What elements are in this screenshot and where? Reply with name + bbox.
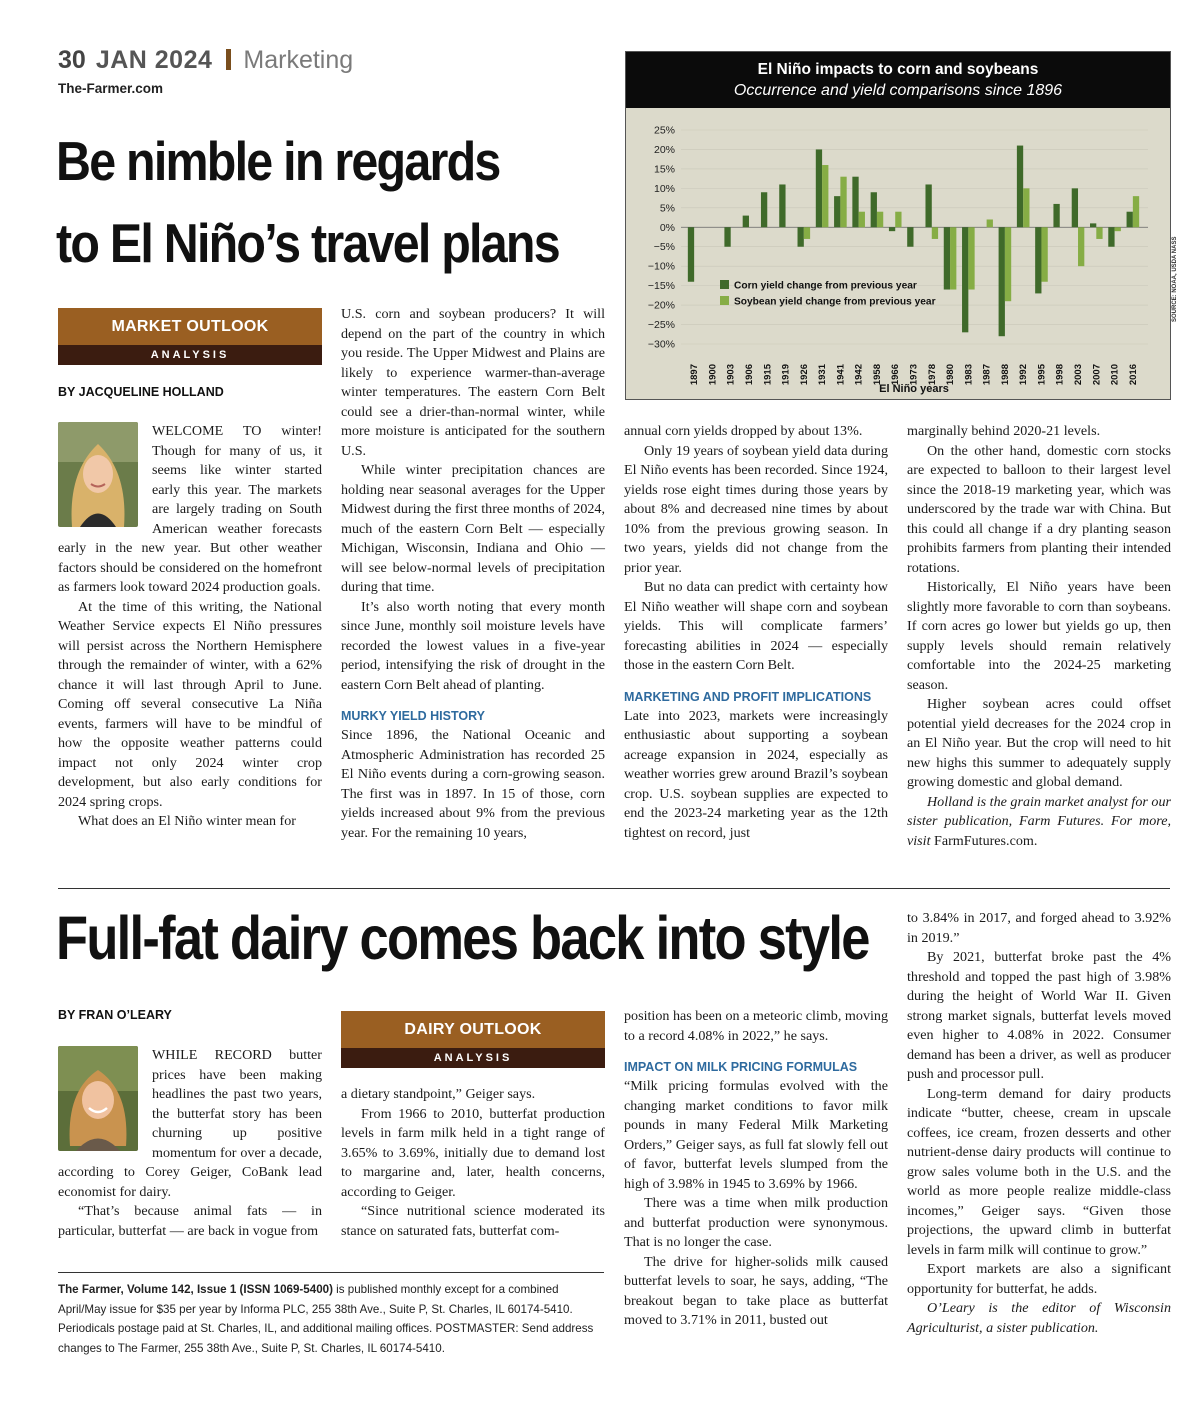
x-tick-label: 1941 bbox=[835, 364, 847, 386]
story1-column-3 bbox=[624, 422, 888, 843]
x-tick-label: 1973 bbox=[908, 364, 920, 386]
bar-corn-1931 bbox=[816, 149, 822, 227]
badge-subtitle: ANALYSIS bbox=[341, 1048, 605, 1068]
issue-date: JAN 2024 bbox=[95, 46, 213, 74]
bar-soybean-1987 bbox=[987, 219, 993, 227]
bar-corn-1978 bbox=[925, 184, 931, 227]
story1-col4-p3: Historically, El Niño years have been slightly more favorable to corn than soybeans. If corn acres go lower but yields go up, then supply levels should remain relatively comfortable into the 2024-25 marketing season. bbox=[907, 579, 1171, 693]
bar-soybean-2007 bbox=[1096, 227, 1102, 239]
story1-col1-p1: WELCOME TO winter! Though for many of us, it seems like winter started early this year. The markets are largely trading on South American weather forecasts early in the new year. But other weather factors should be considered on the homefront as farmers look toward 2024 production goals. bbox=[58, 423, 322, 595]
x-tick-label: 1903 bbox=[725, 364, 737, 386]
badge-title: MARKET OUTLOOK bbox=[58, 308, 322, 345]
story2-column-1 bbox=[58, 1046, 322, 1241]
bar-corn-1995 bbox=[1035, 227, 1041, 293]
story1-col2-p1: U.S. corn and soybean producers? It will depend on the part of the country in which you reside. The Upper Midwest and Plains are likely to experience warmer-than-average winter temperatures. The eastern Corn Belt could see a drier-than-normal winter, while more moisture is anticipated for the southern U.S. bbox=[341, 306, 605, 459]
x-tick-label: 1942 bbox=[853, 364, 865, 386]
el-nino-chart bbox=[625, 51, 1171, 400]
x-tick-label: 1906 bbox=[743, 364, 755, 386]
x-tick-label: 2003 bbox=[1073, 364, 1085, 386]
story1-headline-line2: to El Niño’s travel plans bbox=[56, 212, 559, 274]
publication-statement bbox=[58, 1280, 604, 1358]
bar-soybean-1978 bbox=[932, 227, 938, 239]
dairy-outlook-badge bbox=[341, 1011, 605, 1068]
legend-swatch bbox=[720, 280, 729, 289]
bar-corn-1915 bbox=[761, 192, 767, 227]
bar-soybean-1941 bbox=[840, 177, 846, 228]
story2-col2-p2: From 1966 to 2010, butterfat production levels in farm milk held in a tight range of 3.65% to 3.69%, initially due to demand lost to margarine and, later, health concerns, according to Geiger. bbox=[341, 1105, 605, 1200]
story2-byline: BY FRAN O’LEARY bbox=[58, 1008, 172, 1022]
legend-label: Soybean yield change from previous year bbox=[734, 296, 936, 308]
chart-title: El Niño impacts to corn and soybeans bbox=[757, 61, 1039, 78]
y-tick-label: 5% bbox=[659, 202, 675, 215]
story2-col3-p3: There was a time when milk production and butterfat production were synonymous. That is no longer the case. bbox=[624, 1195, 888, 1250]
bar-corn-1973 bbox=[907, 227, 913, 246]
bar-soybean-1931 bbox=[822, 165, 828, 227]
story1-tagline-text: Holland is the grain market analyst for our sister publication, Farm Futures. For more, visit bbox=[907, 793, 1171, 849]
y-tick-label: 20% bbox=[653, 143, 675, 156]
story2-col3-p1: position has been on a meteoric climb, moving to a record 4.08% in 2022,” he says. bbox=[624, 1008, 888, 1044]
x-tick-label: 1980 bbox=[945, 364, 957, 386]
x-tick-label: 1897 bbox=[689, 364, 701, 386]
x-tick-label: 1958 bbox=[871, 364, 883, 386]
bar-soybean-1983 bbox=[968, 227, 974, 289]
bar-corn-2016 bbox=[1127, 212, 1133, 228]
x-tick-label: 1919 bbox=[780, 364, 792, 386]
bar-corn-1903 bbox=[724, 227, 730, 246]
x-tick-label: 1998 bbox=[1054, 364, 1066, 386]
story1-col4-p4: Higher soybean acres could offset potential yield decreases for the 2024 crop in an El Niño year. But the crop will need to hit new highs this summer to adequately supply growing domestic and global demand. bbox=[907, 696, 1171, 790]
y-tick-label: −15% bbox=[647, 280, 675, 293]
story2-column-2 bbox=[341, 1085, 605, 1241]
story1-headline bbox=[56, 120, 584, 284]
bar-corn-1980 bbox=[944, 227, 950, 289]
story1-col1-p2: At the time of this writing, the National Weather Service expects El Niño pressures will persist across the Northern Hemisphere through the remainder of winter, with a 62% chance it will last through April to June. Coming off several consecutive La Niña events, farmers will have to be mindful of how the opposite weather patterns could impact not only 2024 winter crop development, but also early conditions for 2024 spring crops. bbox=[58, 598, 322, 810]
story-divider bbox=[58, 888, 1170, 889]
story1-col4-p1: marginally behind 2020-21 levels. bbox=[907, 423, 1101, 439]
badge-title: DAIRY OUTLOOK bbox=[341, 1011, 605, 1048]
x-tick-label: 2007 bbox=[1091, 364, 1103, 386]
story1-col3-p4: Late into 2023, markets were increasingly enthusiastic about supporting a soybean acreage expansion in 2024, especially as weather worries grew around Brazil’s soybean crop. U.S. soybean supplies are expected to end the 2023-24 marketing year as the 12th tightest on record, just bbox=[624, 707, 888, 841]
badge-subtitle: ANALYSIS bbox=[58, 345, 322, 365]
bar-soybean-1942 bbox=[859, 212, 865, 228]
subhead-impact-milk-pricing: IMPACT ON MILK PRICING FORMULAS bbox=[624, 1060, 858, 1074]
y-tick-label: −25% bbox=[647, 319, 675, 332]
y-tick-label: 15% bbox=[653, 163, 675, 176]
bar-soybean-2016 bbox=[1133, 196, 1139, 227]
y-tick-label: 0% bbox=[659, 221, 675, 234]
story2-col4-p2: By 2021, butterfat broke past the 4% threshold and topped the past high of 3.98% during the height of World War II. Given strong market signals, butterfat levels moved even higher to 4.08% in 2022. Consumer demand has been a driver, as well as producer push and processor pull. bbox=[907, 949, 1171, 1082]
author-photo-icon bbox=[58, 422, 138, 527]
bar-soybean-1966 bbox=[895, 212, 901, 228]
x-tick-label: 1931 bbox=[817, 364, 829, 386]
story2-col1-p2: “That’s because animal fats — in particular, butterfat — are back in vogue from bbox=[58, 1203, 322, 1239]
bar-corn-2010 bbox=[1108, 227, 1114, 246]
story2-column-4 bbox=[907, 909, 1171, 1338]
bar-soybean-1926 bbox=[804, 227, 810, 239]
subhead-murky-yield-history: MURKY YIELD HISTORY bbox=[341, 709, 486, 723]
story1-tagline bbox=[907, 793, 1171, 852]
story2-col4-p1: to 3.84% in 2017, and forged ahead to 3.92% in 2019.” bbox=[907, 910, 1171, 946]
x-tick-label: 1966 bbox=[890, 364, 902, 386]
story1-byline: BY JACQUELINE HOLLAND bbox=[58, 385, 224, 399]
subhead-marketing-profit: MARKETING AND PROFIT IMPLICATIONS bbox=[624, 689, 872, 704]
y-tick-label: 10% bbox=[653, 182, 675, 195]
page-number: 30 bbox=[58, 46, 86, 74]
story2-col2-p1: a dietary standpoint,” Geiger says. bbox=[341, 1086, 536, 1102]
y-tick-label: −5% bbox=[653, 241, 675, 254]
y-tick-label: −20% bbox=[647, 299, 675, 312]
story2-col2-p3: “Since nutritional science moderated its stance on saturated fats, butterfat com- bbox=[341, 1203, 605, 1239]
story1-col2-p4: Since 1896, the National Oceanic and Atmospheric Administration has recorded 25 El Niño events during a corn-growing season. The first was in 1897. In 15 of those, corn yields increased about 9% from the previous year. For the remaining 10 years, bbox=[341, 727, 605, 841]
folio bbox=[58, 46, 353, 75]
story1-column-4 bbox=[907, 422, 1171, 851]
x-tick-label: 1983 bbox=[963, 364, 975, 386]
x-tick-label: 1900 bbox=[707, 364, 719, 386]
bar-corn-1958 bbox=[871, 192, 877, 227]
chart-header bbox=[626, 52, 1170, 108]
chart-source: SOURCE: NOAA, USDA NASS bbox=[1172, 236, 1178, 322]
legend-swatch bbox=[720, 296, 729, 305]
story1-col3-p2: Only 19 years of soybean yield data during El Niño events has been recorded. Since 1924, yields rose eight times during those years by about 8% and decreased nine times by about 10% from the previous growing season. In two years, yields did not change from the prior year. bbox=[624, 442, 888, 576]
x-tick-label: 1978 bbox=[926, 364, 938, 386]
y-tick-label: −30% bbox=[647, 338, 675, 351]
story1-column-2 bbox=[341, 305, 605, 843]
x-tick-label: 1926 bbox=[798, 364, 810, 386]
y-tick-label: −10% bbox=[647, 260, 675, 273]
story2-headline: Full-fat dairy comes back into style bbox=[56, 904, 869, 972]
section-name: Marketing bbox=[243, 46, 354, 74]
x-tick-label: 1995 bbox=[1036, 364, 1048, 386]
x-tick-label: 1988 bbox=[999, 364, 1011, 386]
bar-corn-1998 bbox=[1053, 204, 1059, 227]
bar-corn-1992 bbox=[1017, 146, 1023, 228]
farmfutures-link[interactable]: FarmFutures.com. bbox=[934, 832, 1038, 849]
story1-col4-p2: On the other hand, domestic corn stocks are expected to balloon to their largest level since the 2018-19 marketing year, which was underscored by the trade war with China. But this could all change if a dry planting season prohibits farmers from planting their intended rotations. bbox=[907, 442, 1171, 576]
bar-soybean-1988 bbox=[1005, 227, 1011, 301]
story1-column-1 bbox=[58, 422, 322, 832]
x-tick-label: 1915 bbox=[762, 364, 774, 386]
bar-corn-1941 bbox=[834, 196, 840, 227]
story1-headline-line1: Be nimble in regards bbox=[56, 130, 500, 192]
x-tick-label: 1987 bbox=[981, 364, 993, 386]
bar-soybean-2010 bbox=[1115, 227, 1121, 231]
story2-col3-p4: The drive for higher-solids milk caused butterfat levels to soar, he says, adding, “The breakout began to take place as butterfat moved to 3.71% in 2011, busted out bbox=[624, 1253, 888, 1328]
story1-col1-p3: What does an El Niño winter mean for bbox=[78, 813, 296, 829]
author-photo-icon bbox=[58, 1046, 138, 1151]
statement-bold: The Farmer, Volume 142, Issue 1 (ISSN 1069-5400) bbox=[58, 1283, 333, 1296]
bar-corn-1897 bbox=[688, 227, 694, 281]
bar-corn-1942 bbox=[852, 177, 858, 228]
chart-plot bbox=[626, 108, 1170, 399]
bar-soybean-1958 bbox=[877, 212, 883, 228]
bar-corn-2003 bbox=[1072, 188, 1078, 227]
x-tick-label: 1992 bbox=[1018, 364, 1030, 386]
bar-corn-1926 bbox=[798, 227, 804, 246]
bar-soybean-1995 bbox=[1041, 227, 1047, 281]
bar-corn-1966 bbox=[889, 227, 895, 231]
chart-subtitle: Occurrence and yield comparisons since 1896 bbox=[733, 82, 1063, 99]
story2-col1-p1: WHILE RECORD butter prices have been making headlines the past two years, the butterfat story has been churning up positive momentum for over a decade, according to Corey Geiger, CoBank lead economist for dairy. bbox=[58, 1047, 322, 1200]
story1-col2-p3: It’s also worth noting that every month since June, monthly soil moisture levels have recorded the lowest values in a five-year period, intensifying the risk of drought in the eastern Corn Belt ahead of planting. bbox=[341, 598, 605, 693]
story2-tagline: O’Leary is the editor of Wisconsin Agriculturist, a sister publication. bbox=[907, 1300, 1171, 1336]
bar-corn-2007 bbox=[1090, 223, 1096, 227]
statement-text: is published monthly except for a combined April/May issue for $35 per year by Informa PLC, 255 38th Ave., Suite P, St. Charles, IL 60174-5410. Periodicals postage paid at St. Charles, IL, and additional mailing offices. POSTMASTER: Send address changes to The Farmer, 255 38th Ave., Suite P, St. Charles, IL 60174-5410. bbox=[58, 1283, 594, 1355]
site-link[interactable]: The-Farmer.com bbox=[58, 81, 164, 96]
y-tick-label: 25% bbox=[653, 124, 675, 137]
x-tick-label: 2016 bbox=[1127, 364, 1139, 386]
story1-col2-p2: While winter precipitation chances are holding near seasonal averages for the Upper Midwest during the first three months of 2024, much of the eastern Corn Belt — especially Michigan, Wisconsin, Indiana and Ohio — will see below-normal levels of precipitation during that time. bbox=[341, 462, 605, 595]
bar-corn-1906 bbox=[743, 216, 749, 228]
market-outlook-badge bbox=[58, 308, 322, 365]
bar-corn-1983 bbox=[962, 227, 968, 332]
story2-col4-p4: Export markets are also a significant opportunity for butterfat, he adds. bbox=[907, 1261, 1171, 1297]
bar-soybean-1980 bbox=[950, 227, 956, 289]
statement-rule bbox=[58, 1272, 604, 1273]
folio-divider bbox=[226, 49, 231, 70]
story2-col3-p2: “Milk pricing formulas evolved with the changing market conditions to favor milk pounds in many Federal Milk Marketing Orders,” Geiger says, as full fat slowly fell out of favor, butterfat levels slumped from the high of 3.98% in 1945 to 3.69% by 1966. bbox=[624, 1078, 888, 1192]
bar-soybean-2003 bbox=[1078, 227, 1084, 266]
story1-col3-p3: But no data can predict with certainty how El Niño weather will shape corn and soybean yields. This will complicate farmers’ forecasting abilities in 2024 — especially those in the eastern Corn Belt. bbox=[624, 579, 888, 673]
story2-col4-p3: Long-term demand for dairy products indicate “butter, cheese, cream in upscale coffees, ice cream, frozen desserts and other nutrient-dense dairy products will continue to grow sales volume both in the U.S. and the world as more people realize middle-class incomes,” Geiger says. “Given those projections, the upward climb in butterfat levels in farm milk will continue to grow.” bbox=[907, 1085, 1171, 1258]
story2-column-3 bbox=[624, 1007, 888, 1331]
bar-corn-1988 bbox=[999, 227, 1005, 336]
x-tick-label: 2010 bbox=[1109, 363, 1121, 386]
bar-soybean-1992 bbox=[1023, 188, 1029, 227]
bar-corn-1919 bbox=[779, 184, 785, 227]
story1-col3-p1: annual corn yields dropped by about 13%. bbox=[624, 423, 863, 439]
legend-label: Corn yield change from previous year bbox=[734, 280, 917, 292]
x-axis-title: El Niño years bbox=[879, 383, 949, 395]
